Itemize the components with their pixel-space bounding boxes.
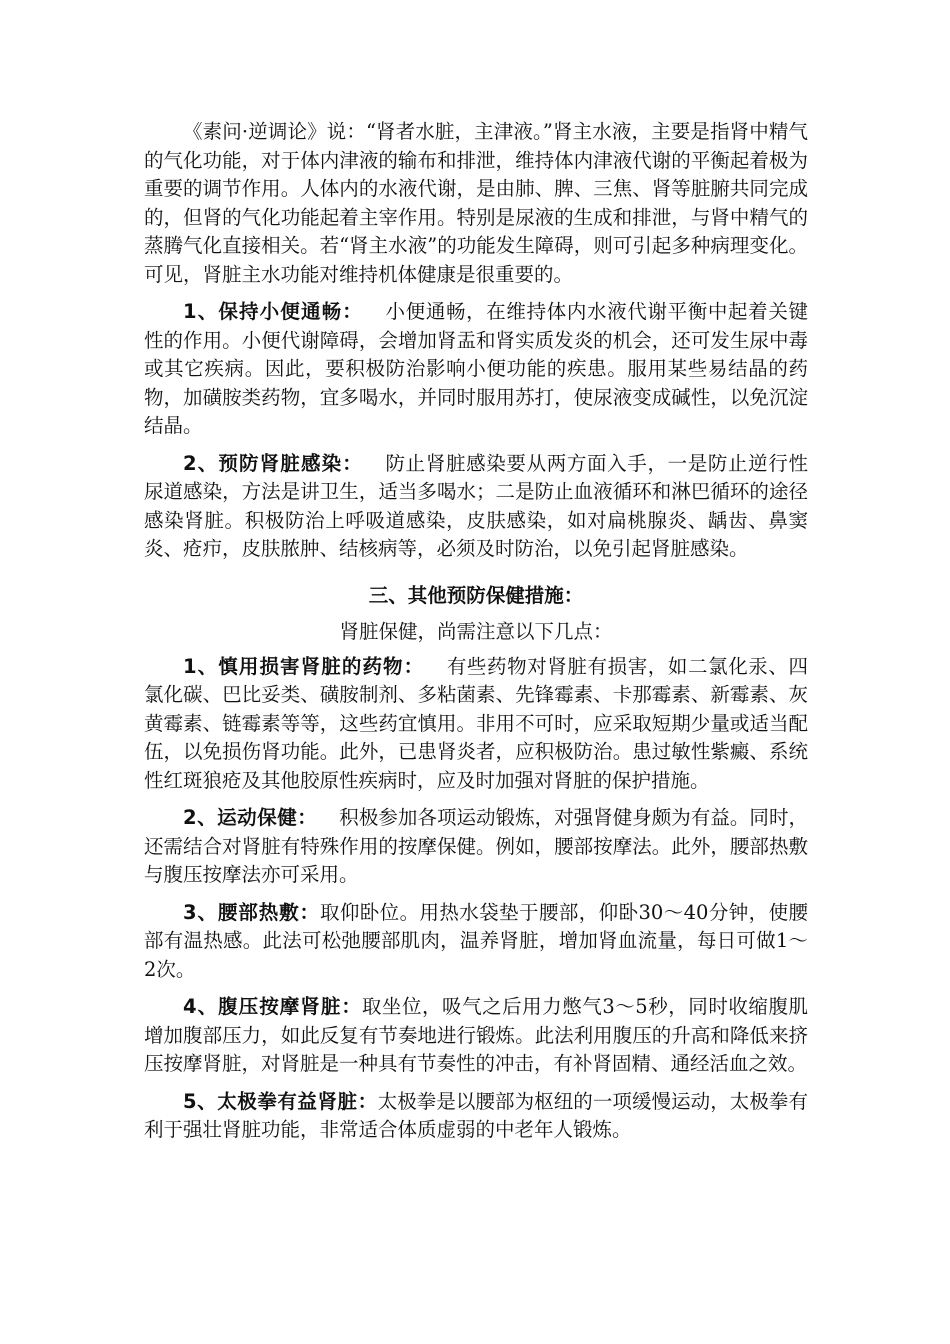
section-heading: 三、其他预防保健措施：	[368, 583, 584, 607]
document-page	[144, 118, 808, 1145]
item-text: 取坐位，吸气之后用力憋气3～5秒，同时收缩腹肌增加腹部压力，如此反复有节奏地进行锻炼。此法利用腹压的升高和降低来挤压按摩肾脏，对肾脏是一种具有节奏性的冲击，有补肾固精、通经活血之效。	[144, 995, 808, 1075]
item-text: 取仰卧位。用热水袋垫于腰部，仰卧30～40分钟，使腰部有温热感。此法可松弛腰部肌肉，温养肾脏，增加肾血流量，每日可做1～2次。	[144, 900, 808, 981]
item-text: 积极参加各项运动锻炼，对强肾健身颇为有益。同时，还需结合对肾脏有特殊作用的按摩保健。例如，腰部按摩法。此外，腰部热敷与腹压按摩法亦可采用。	[144, 806, 808, 886]
item-keep-urination	[144, 298, 808, 441]
intro-paragraph: 《素问·逆调论》说：“肾者水脏，主津液。”肾主水液，主要是指肾中精气的气化功能，对于体内津液的输布和排泄，维持体内津液代谢的平衡起着极为重要的调节作用。人体内的水液代谢，是由肺、脾、三焦、肾等脏腑共同完成的，但肾的气化功能起着主宰作用。特别是尿液的生成和排泄，与肾中精气的蒸腾气化直接相关。若“肾主水液”的功能发生障碍，则可引起多种病理变化。可见，肾脏主水功能对维持机体健康是很重要的。	[144, 120, 808, 286]
item-waist-heat	[144, 899, 808, 985]
item-title: 4、腹压按摩肾脏：	[183, 995, 362, 1018]
item-title: 5、太极拳有益肾脏：	[183, 1089, 378, 1113]
item-exercise	[144, 804, 808, 890]
item-careful-medication	[144, 653, 808, 796]
item-abdominal-massage	[144, 993, 808, 1079]
item-text: 防止肾脏感染要从两方面入手，一是防止逆行性尿道感染，方法是讲卫生，适当多喝水；二是防止血液循环和淋巴循环的途径感染肾脏。积极防治上呼吸道感染，皮肤感染，如对扁桃腺炎、龋齿、鼻窦炎、疮疖，皮肤脓肿、结核病等，必须及时防治，以免引起肾脏感染。	[144, 451, 808, 560]
item-title: 1、慎用损害肾脏的药物：	[183, 654, 425, 678]
item-title: 2、预防肾脏感染：	[183, 451, 363, 475]
item-text: 太极拳是以腰部为枢纽的一项缓慢运动，太极拳有利于强壮肾脏功能，非常适合体质虚弱的中老年人锻炼。	[144, 1089, 808, 1141]
item-title: 1、保持小便通畅：	[183, 300, 363, 323]
item-prevent-infection	[144, 450, 808, 564]
item-taichi	[144, 1088, 808, 1145]
section-intro: 肾脏保健，尚需注意以下几点：	[339, 620, 613, 643]
item-text: 小便通畅，在维持体内水液代谢平衡中起着关键性的作用。小便代谢障碍，会增加肾盂和肾实质发炎的机会，还可发生尿中毒或其它疾病。因此，要积极防治影响小便功能的疾患。服用某些易结晶的药物，加磺胺类药物，宜多喝水，并同时服用苏打，使尿液变成碱性，以免沉淀结晶。	[144, 300, 808, 437]
item-title: 3、腰部热敷：	[183, 900, 320, 924]
item-title: 2、运动保健：	[183, 806, 318, 829]
item-text: 有些药物对肾脏有损害，如二氯化汞、四氯化碳、巴比妥类、磺胺制剂、多粘菌素、先锋霉素、卡那霉素、新霉素、灰黄霉素、链霉素等等，这些药宜慎用。非用不可时，应采取短期少量或适当配伍，以免损伤肾功能。此外，已患肾炎者，应积极防治。患过敏性紫癜、系统性红斑狼疮及其他胶原性疾病时，应及时加强对肾脏的保护措施。	[144, 654, 808, 792]
